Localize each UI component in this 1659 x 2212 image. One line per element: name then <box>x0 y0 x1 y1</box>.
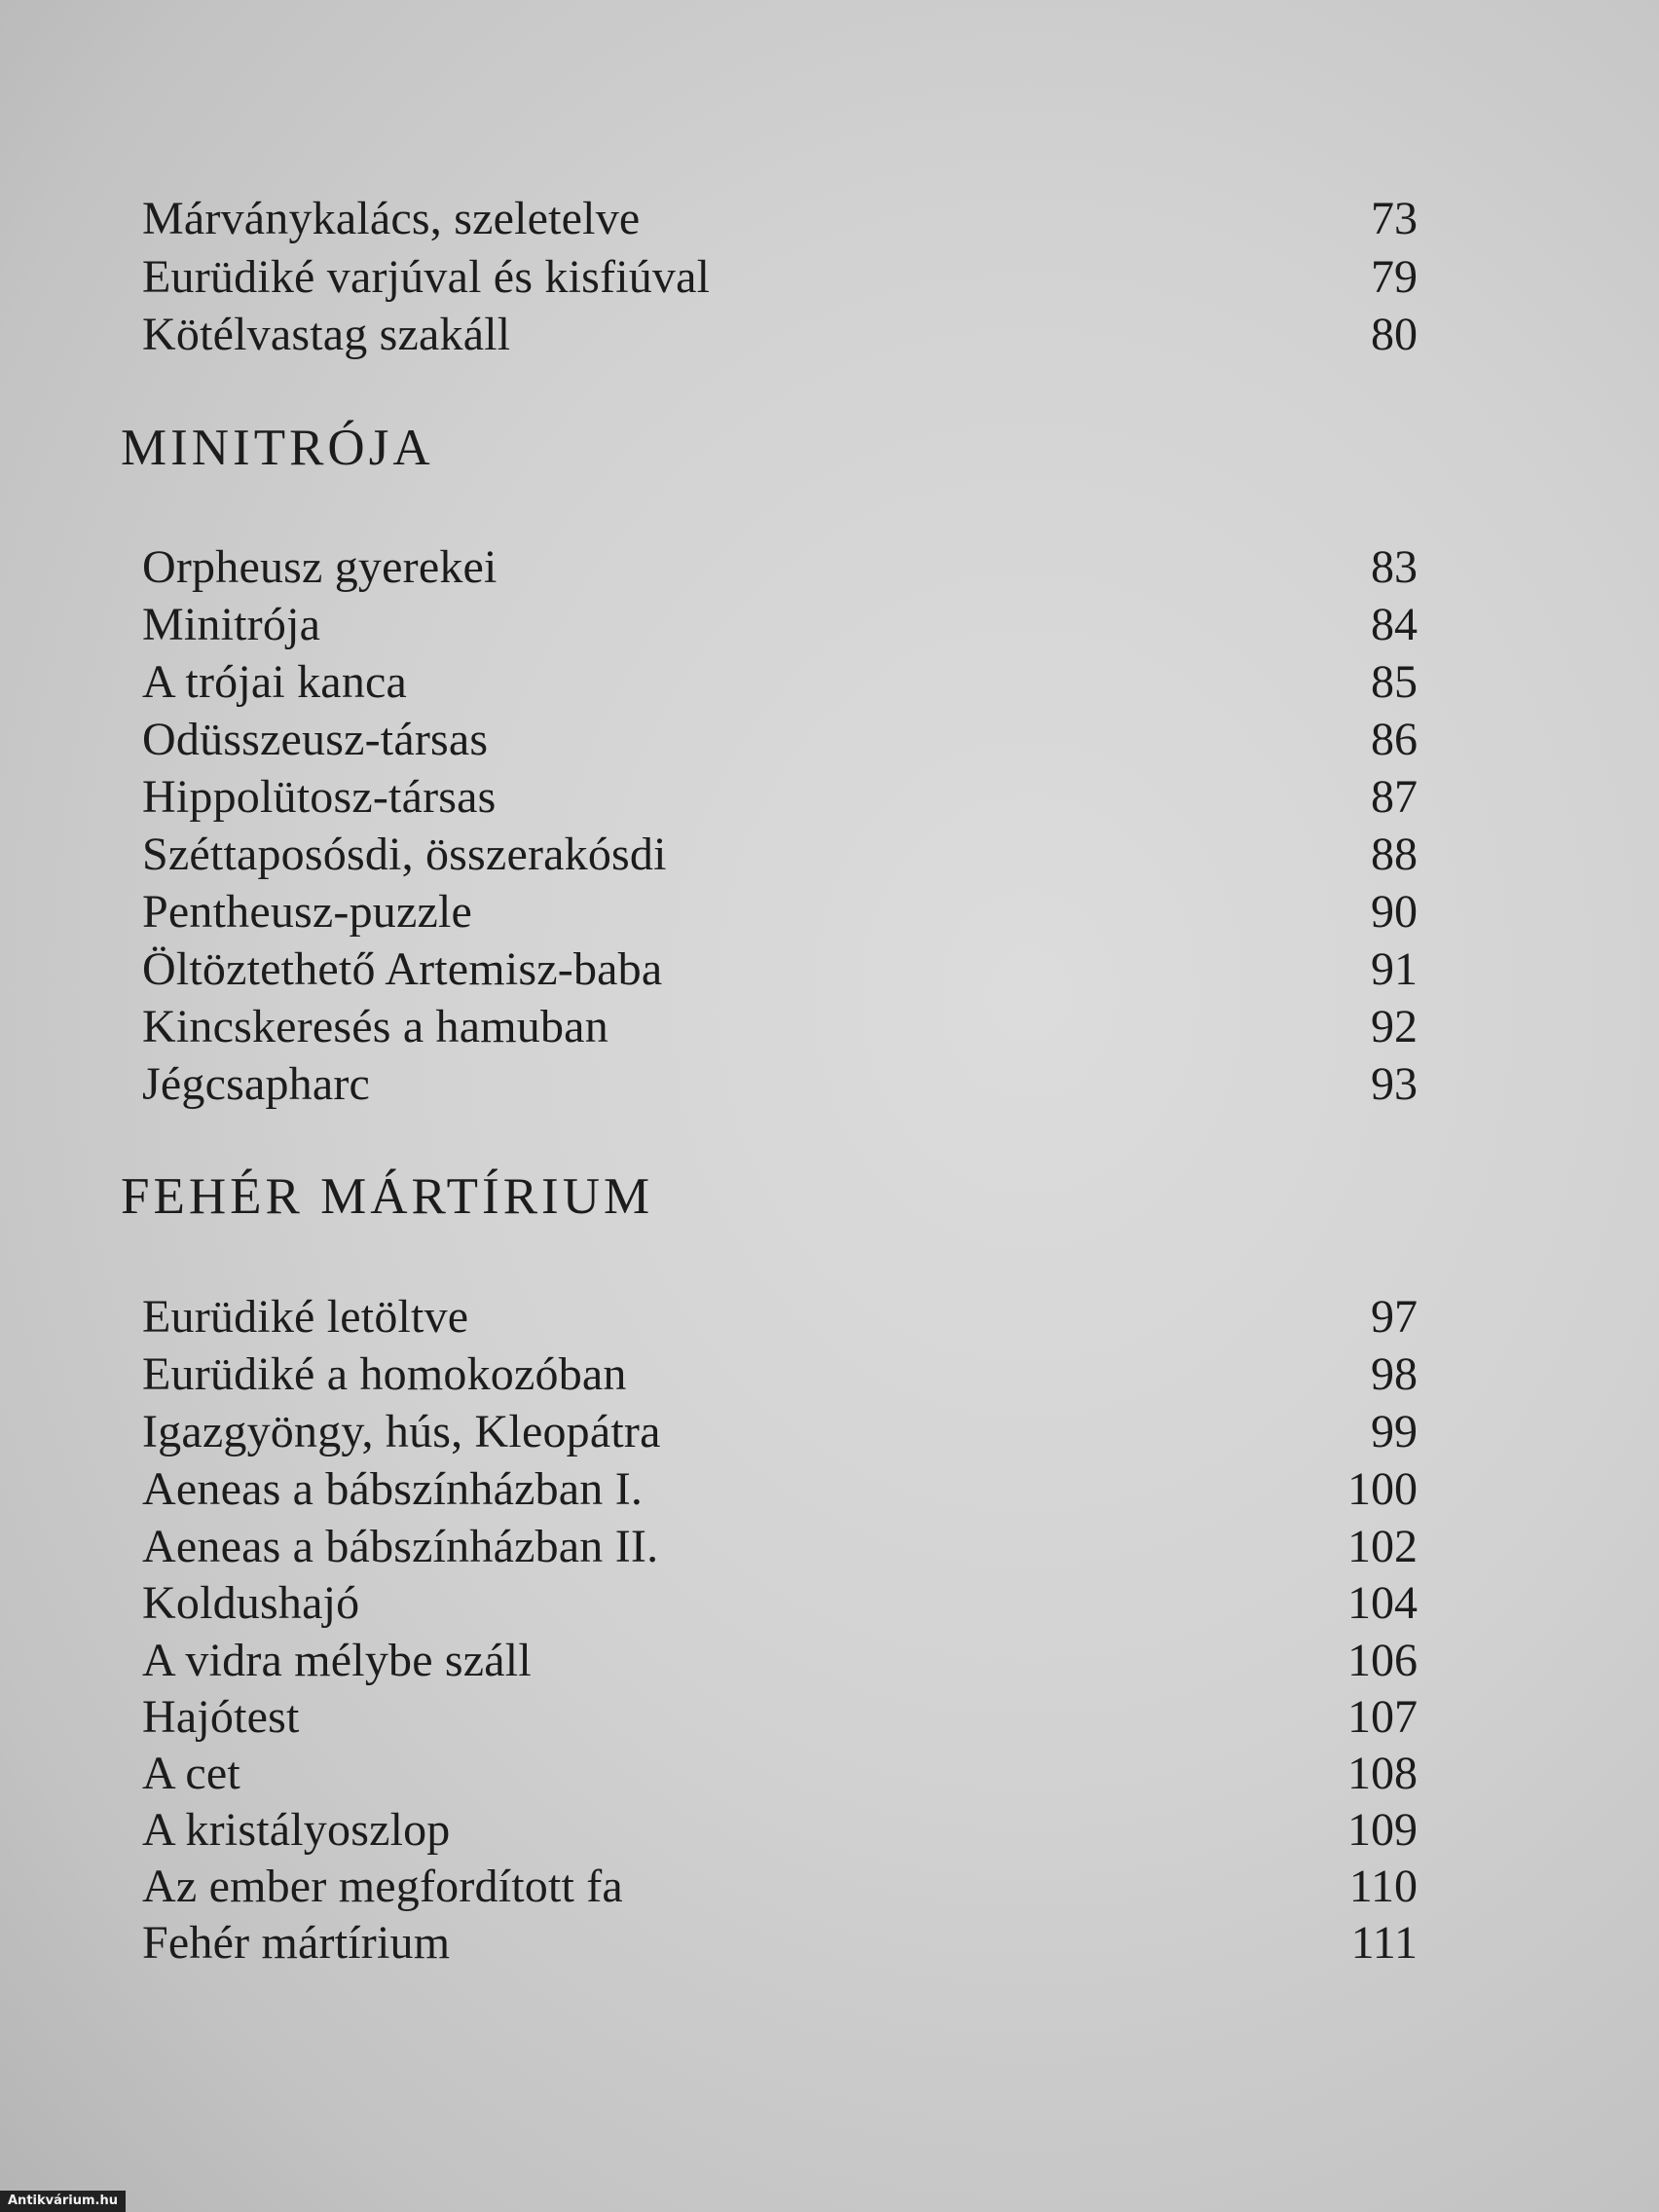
toc-entry-title: Hippolütosz-társas <box>142 771 497 823</box>
toc-entry-title: Az ember megfordított fa <box>142 1861 623 1912</box>
toc-entry <box>142 769 1418 826</box>
toc-entry <box>142 1289 1418 1346</box>
toc-entry-page: 93 <box>1371 1058 1418 1110</box>
toc-entry-title: Jégcsapharc <box>142 1058 371 1110</box>
toc-entry-page: 83 <box>1371 541 1418 593</box>
toc-entry-title: Igazgyöngy, hús, Kleopátra <box>142 1406 661 1457</box>
toc-entry-page: 100 <box>1347 1463 1418 1515</box>
toc-entry <box>142 712 1418 768</box>
toc-entry-title: Orpheusz gyerekei <box>142 541 498 593</box>
toc-entry-page: 97 <box>1371 1291 1418 1343</box>
toc-entry <box>142 1404 1418 1460</box>
toc-entry-page: 86 <box>1371 714 1418 765</box>
toc-entry-page: 87 <box>1371 771 1418 823</box>
toc-entry-page: 104 <box>1347 1577 1418 1629</box>
toc-entry <box>142 1346 1418 1403</box>
toc-entry-title: Eurüdiké varjúval és kisfiúval <box>142 251 711 303</box>
toc-entry-title: Fehér mártírium <box>142 1917 451 1969</box>
toc-entry-page: 109 <box>1347 1804 1418 1856</box>
toc-entry <box>142 1633 1418 1689</box>
toc-entry <box>142 827 1418 883</box>
toc-entry-page: 80 <box>1371 309 1418 360</box>
toc-entry <box>142 1575 1418 1632</box>
toc-entry <box>142 1519 1418 1575</box>
toc-entry <box>142 884 1418 940</box>
toc-entry-page: 106 <box>1347 1635 1418 1686</box>
toc-entry-page: 73 <box>1371 193 1418 244</box>
toc-entry <box>142 654 1418 711</box>
toc-entry-title: Öltöztethető Artemisz-baba <box>142 943 663 995</box>
toc-entry <box>142 249 1418 306</box>
toc-entry-page: 108 <box>1347 1748 1418 1799</box>
toc-entry-title: Eurüdiké letöltve <box>142 1291 469 1343</box>
toc-entry <box>142 1746 1418 1802</box>
toc-entry-page: 98 <box>1371 1348 1418 1400</box>
toc-entry-title: Koldushajó <box>142 1577 360 1629</box>
toc-entry-title: Széttaposósdi, összerakósdi <box>142 829 667 880</box>
toc-entry-page: 79 <box>1371 251 1418 303</box>
section-heading: MINITRÓJA <box>121 420 434 476</box>
toc-entry-page: 85 <box>1371 656 1418 708</box>
toc-entry <box>142 1689 1418 1746</box>
toc-entry <box>142 1802 1418 1859</box>
toc-entry-title: A vidra mélybe száll <box>142 1635 532 1686</box>
toc-entry <box>142 1056 1418 1113</box>
toc-entry <box>142 539 1418 596</box>
toc-entry-page: 92 <box>1371 1001 1418 1052</box>
toc-entry-page: 91 <box>1371 943 1418 995</box>
toc-entry-title: Minitrója <box>142 599 321 650</box>
toc-entry-title: A cet <box>142 1748 240 1799</box>
toc-entry-title: Odüsszeusz-társas <box>142 714 489 765</box>
section-heading: FEHÉR MÁRTÍRIUM <box>121 1168 654 1225</box>
watermark-badge: Antikvárium.hu <box>0 2191 126 2212</box>
toc-entry-page: 99 <box>1371 1406 1418 1457</box>
toc-entry <box>142 1915 1418 1972</box>
toc-entry-page: 110 <box>1348 1861 1418 1912</box>
toc-entry <box>142 1859 1418 1915</box>
toc-entry-page: 111 <box>1350 1917 1418 1969</box>
toc-entry-title: A trójai kanca <box>142 656 408 708</box>
toc-entry-page: 107 <box>1347 1691 1418 1743</box>
toc-entry <box>142 597 1418 653</box>
toc-entry-title: Kötélvastag szakáll <box>142 309 511 360</box>
toc-entry-page: 88 <box>1371 829 1418 880</box>
toc-entry-title: Eurüdiké a homokozóban <box>142 1348 627 1400</box>
toc-entry-title: Pentheusz-puzzle <box>142 886 473 938</box>
toc-entry-page: 90 <box>1371 886 1418 938</box>
toc-entry <box>142 999 1418 1055</box>
toc-entry <box>142 191 1418 247</box>
toc-entry-title: Aeneas a bábszínházban II. <box>142 1521 659 1572</box>
toc-entry-title: Aeneas a bábszínházban I. <box>142 1463 644 1515</box>
toc-entry-title: Hajótest <box>142 1691 300 1743</box>
toc-entry <box>142 941 1418 998</box>
toc-entry-title: A kristályoszlop <box>142 1804 451 1856</box>
toc-entry <box>142 307 1418 363</box>
toc-entry-title: Kincskeresés a hamuban <box>142 1001 608 1052</box>
toc-entry-title: Márványkalács, szeletelve <box>142 193 641 244</box>
toc-entry-page: 84 <box>1371 599 1418 650</box>
toc-entry-page: 102 <box>1347 1521 1418 1572</box>
toc-entry <box>142 1461 1418 1518</box>
